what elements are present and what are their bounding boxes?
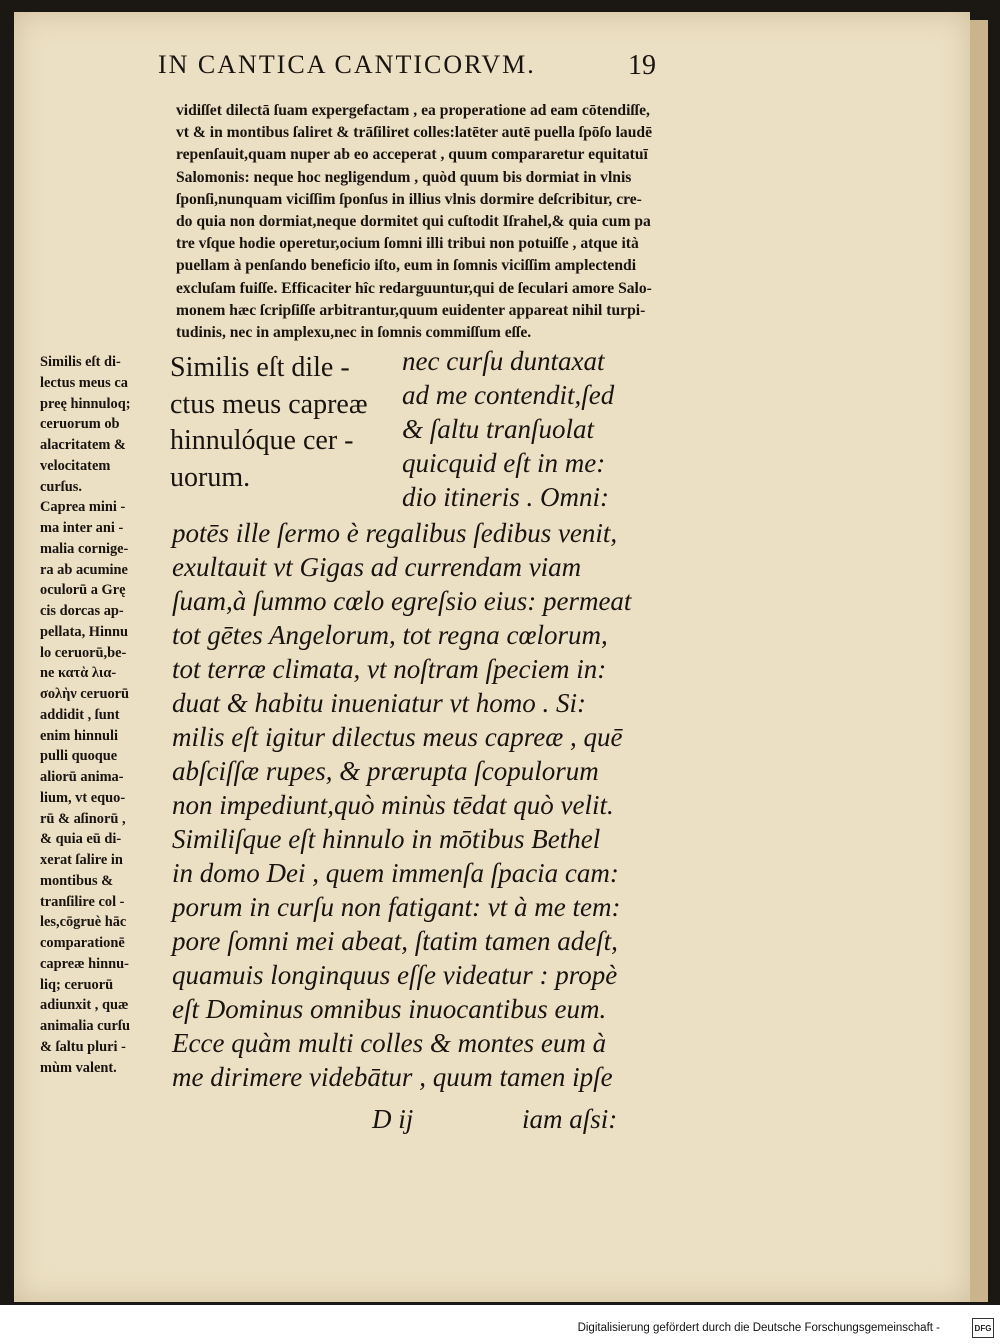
margin-line: malia cornige- <box>40 540 129 557</box>
margin-line: ra ab acumine <box>40 561 128 578</box>
margin-line: capreæ hinnu- <box>40 955 129 972</box>
commentary-line: duat & habitu inueniatur vt homo . Si: <box>172 688 586 718</box>
commentary-line: ſuam,à ſummo cœlo egreſsio eius: permeat <box>172 586 632 616</box>
margin-line: alacritatem & <box>40 437 126 453</box>
text-line: tre vſque hodie operetur,ocium ſomni illi tribui non potuiſſe , atque ità <box>176 235 639 253</box>
catchword: iam aſsi: <box>522 1104 618 1134</box>
commentary-main-column <box>172 516 642 1094</box>
top-commentary-block <box>176 100 770 344</box>
margin-line: adiunxit , quæ <box>40 997 129 1014</box>
commentary-line: in domo Dei , quem immenſa ſpacia cam: <box>172 858 619 888</box>
commentary-line: quicquid eſt in me: <box>402 448 606 478</box>
text-line: do quia non dormiat,neque dormitet qui cuſtodit Iſrahel,& quia cum pa <box>176 213 651 231</box>
margin-line: animalia curſu <box>40 1018 130 1034</box>
commentary-line: nec curſu duntaxat <box>402 346 605 376</box>
commentary-line: dio itineris . Omni: <box>402 482 609 512</box>
margin-line: ne κατὰ λια- <box>40 665 117 682</box>
margin-line: liq; ceruorū <box>40 976 114 993</box>
margin-line: ma inter ani - <box>40 520 124 536</box>
commentary-line: tot gētes Angelorum, tot regna cœlorum, <box>172 620 608 650</box>
margin-line: comparationē <box>40 935 125 951</box>
margin-line: & ſaltu pluri - <box>40 1038 126 1055</box>
text-line: ſponſi,nunquam viciſſim ſponſus in illius vlnis dormire deſcribitur, cre- <box>176 190 642 208</box>
margin-line: oculorū a Grę <box>40 582 126 599</box>
commentary-line: non impediunt,quò minùs tēdat quò velit. <box>172 790 614 820</box>
margin-line: tranſilire col - <box>40 893 125 910</box>
margin-line: aliorū anima- <box>40 769 124 785</box>
commentary-line: milis eſt igitur dilectus meus capreæ , quē <box>172 722 623 752</box>
margin-line: lo ceruorū,be- <box>40 644 127 661</box>
marginal-note <box>40 352 172 1078</box>
margin-line: Caprea mini - <box>40 499 126 516</box>
margin-line: σολὴν ceruorū <box>40 686 130 702</box>
commentary-line: tot terræ climata, vt noſtram ſpeciem in: <box>172 654 607 684</box>
margin-line: velocitatem <box>40 457 111 474</box>
commentary-line: quamuis longinquus eſſe videatur : propè <box>172 960 618 990</box>
commentary-side-column <box>402 344 642 514</box>
margin-line: Similis eſt di- <box>40 354 121 370</box>
margin-line: pulli quoque <box>40 748 118 765</box>
page-number: 19 <box>628 50 656 81</box>
margin-line: addidit , ſunt <box>40 706 120 723</box>
margin-line: curſus. <box>40 478 82 495</box>
lemma-line: uorum. <box>170 461 251 493</box>
commentary-line: porum in curſu non fatigant: vt à me tem: <box>172 892 621 922</box>
text-line: vidiſſet dilectā ſuam expergefactam , ea properatione ad eam cōtendiſſe, <box>176 102 650 119</box>
margin-line: pellata, Hinnu <box>40 623 128 640</box>
signature-mark: D ij <box>372 1104 414 1134</box>
text-line: Salomonis: neque hoc negligendum , quòd quum bis dormiat in vlnis <box>176 168 632 186</box>
text-line: puellam à penſando beneficio iſto, eum in ſomnis viciſſim amplectendi <box>176 257 637 275</box>
margin-line: xerat ſalire in <box>40 852 123 868</box>
page-edge <box>970 20 988 1302</box>
digitization-credit: Digitalisierung gefördert durch die Deutsche Forschungsgemeinschaft - <box>577 1322 940 1334</box>
commentary-line: Ecce quàm multi colles & montes eum à <box>172 1028 607 1058</box>
commentary-line: eſt Dominus omnibus inuocantibus eum. <box>172 994 607 1024</box>
text-line: repenſauit,quam nuper ab eo acceperat , quum compararetur equitatuī <box>176 146 648 164</box>
lemma-line: ctus meus capreæ <box>170 388 368 420</box>
commentary-line: me dirimere videbātur , quum tamen ipſe <box>172 1062 613 1092</box>
lemma-line: hinnulóque cer - <box>170 425 354 456</box>
margin-line: enim hinnuli <box>40 727 118 744</box>
margin-line: cis dorcas ap- <box>40 603 124 619</box>
commentary-line: & ſaltu tranſuolat <box>402 414 595 444</box>
running-head: IN CANTICA CANTICORVM. <box>158 50 536 79</box>
commentary-line: Similiſque eſt hinnulo in mōtibus Bethel <box>172 824 601 854</box>
margin-line: montibus & <box>40 872 114 889</box>
margin-line: & quia eū di- <box>40 831 122 848</box>
dfg-logo: DFG <box>972 1318 994 1338</box>
lemma-verse <box>170 350 400 496</box>
commentary-line: exultauit vt Gigas ad currendam viam <box>172 552 582 582</box>
margin-line: ceruorum ob <box>40 416 120 433</box>
margin-line: rū & aſinorū , <box>40 810 126 827</box>
margin-line: lectus meus ca <box>40 374 128 391</box>
commentary-line: potēs ille ſermo è regalibus ſedibus venit, <box>172 518 618 548</box>
text-line: tudinis, nec in amplexu,nec in ſomnis commiſſum eſſe. <box>176 324 532 342</box>
commentary-line: ad me contendit,ſed <box>402 380 615 410</box>
text-line: monem hæc ſcripſiſſe arbitrantur,quum euidenter appareat nihil turpi- <box>176 301 646 319</box>
lemma-line: Similis eſt dile - <box>170 352 350 383</box>
margin-line: lium, vt equo- <box>40 789 126 806</box>
text-line: vt & in montibus ſaliret & trāſiliret colles:latēter autē puella ſpōſo laudē <box>176 124 652 142</box>
margin-line: les,cōgruè hāc <box>40 914 127 931</box>
commentary-line: pore ſomni mei abeat, ſtatim tamen adeſt, <box>172 926 618 956</box>
text-line: excluſam fuiſſe. Efficaciter hîc redarguuntur,qui de ſeculari amore Salo- <box>176 279 652 297</box>
margin-line: preę hinnuloq; <box>40 395 131 412</box>
margin-line: mùm valent. <box>40 1059 117 1076</box>
commentary-line: abſciſſæ rupes, & prærupta ſcopulorum <box>172 756 599 786</box>
